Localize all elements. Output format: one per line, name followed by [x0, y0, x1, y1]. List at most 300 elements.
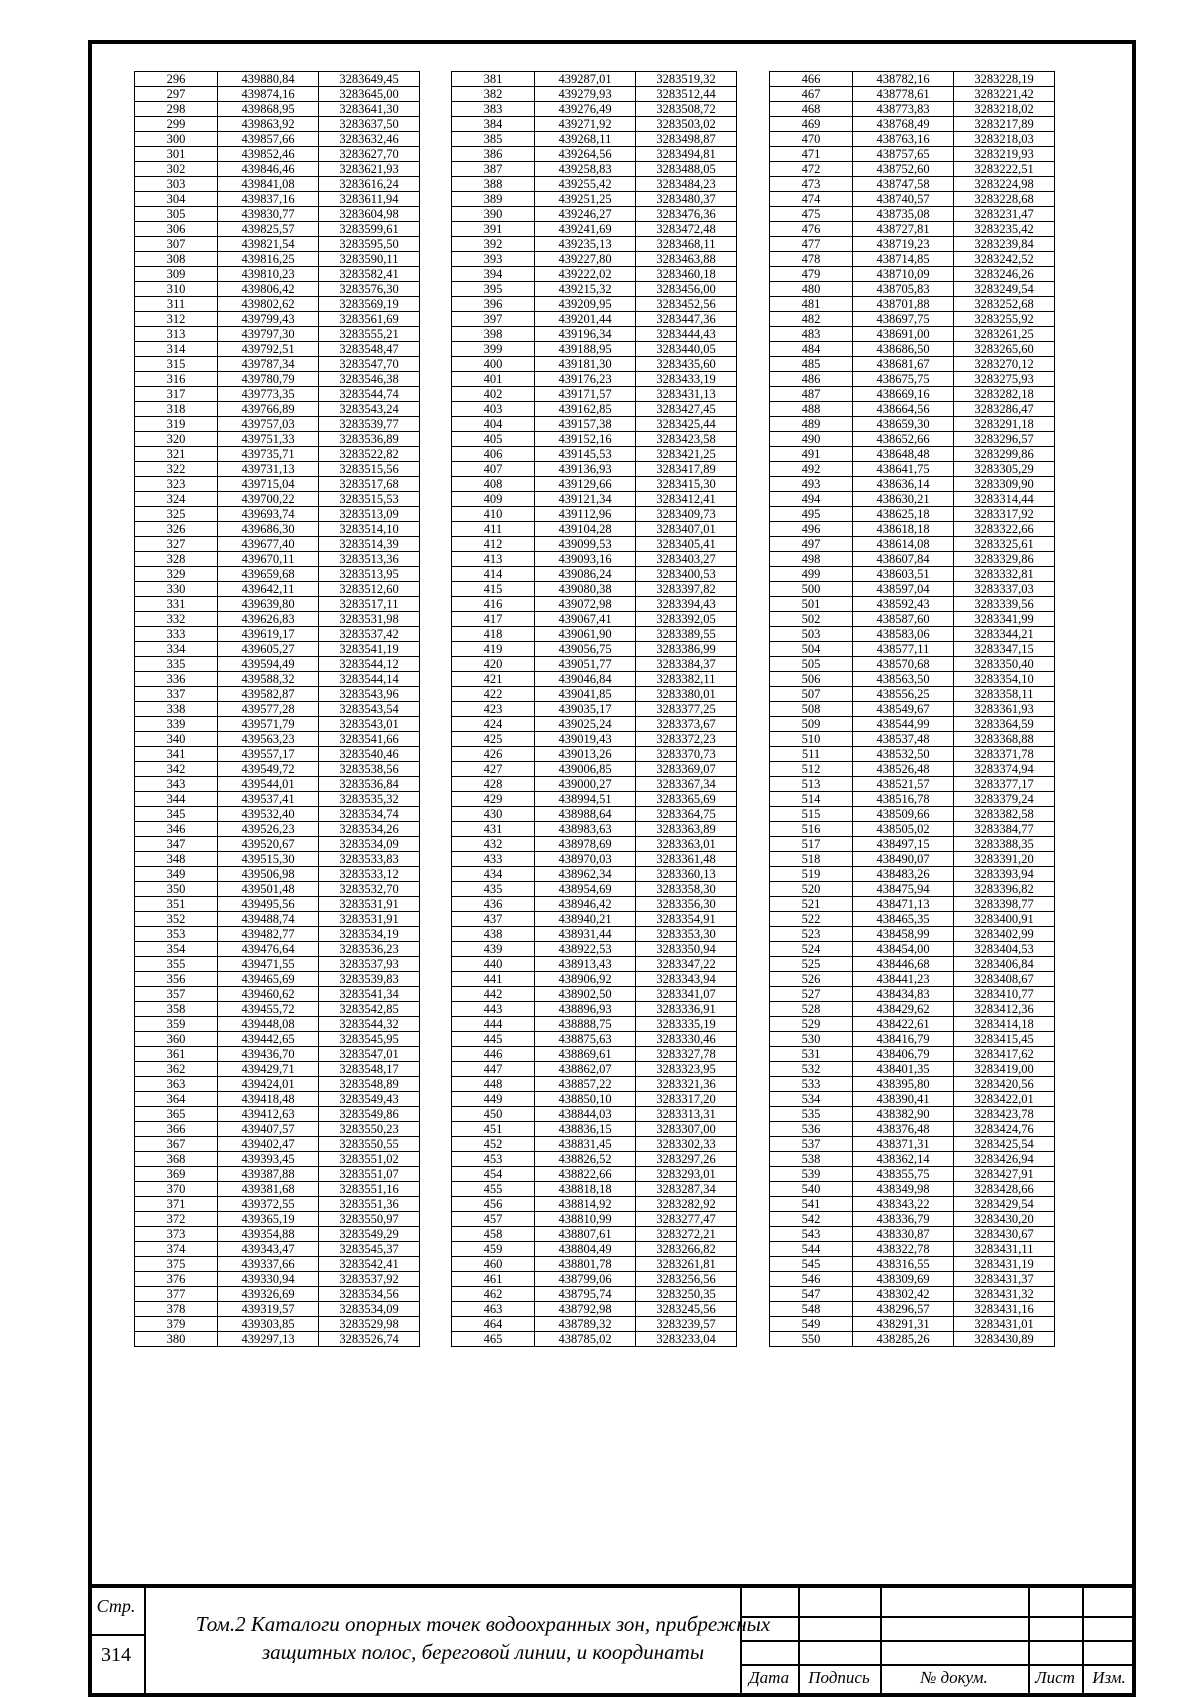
- table-row: [452, 1257, 737, 1272]
- table-row: [452, 267, 737, 282]
- table-row: [135, 852, 420, 867]
- point-number-cell: 332: [135, 612, 218, 627]
- table-row: [135, 1242, 420, 1257]
- point-number-cell: 445: [452, 1032, 535, 1047]
- y-coordinate-cell: 3283293,01: [636, 1167, 737, 1182]
- y-coordinate-cell: 3283431,19: [954, 1257, 1055, 1272]
- table-row: [770, 1287, 1055, 1302]
- table-row: [770, 1062, 1055, 1077]
- x-coordinate-cell: 438603,51: [853, 567, 954, 582]
- point-number-cell: 458: [452, 1227, 535, 1242]
- x-coordinate-cell: 439773,35: [218, 387, 319, 402]
- point-number-cell: 363: [135, 1077, 218, 1092]
- table-row: [770, 942, 1055, 957]
- x-coordinate-cell: 439626,83: [218, 612, 319, 627]
- y-coordinate-cell: 3283368,88: [954, 732, 1055, 747]
- x-coordinate-cell: 439297,13: [218, 1332, 319, 1347]
- point-number-cell: 543: [770, 1227, 853, 1242]
- table-row: [452, 957, 737, 972]
- x-coordinate-cell: 438549,67: [853, 702, 954, 717]
- table-row: [770, 1302, 1055, 1317]
- x-coordinate-cell: 439642,11: [218, 582, 319, 597]
- table-row: [770, 1077, 1055, 1092]
- point-number-cell: 420: [452, 657, 535, 672]
- x-coordinate-cell: 438648,48: [853, 447, 954, 462]
- x-coordinate-cell: 439176,23: [535, 372, 636, 387]
- point-number-cell: 533: [770, 1077, 853, 1092]
- y-coordinate-cell: 3283222,51: [954, 162, 1055, 177]
- point-number-cell: 408: [452, 477, 535, 492]
- y-coordinate-cell: 3283463,88: [636, 252, 737, 267]
- y-coordinate-cell: 3283431,13: [636, 387, 737, 402]
- point-number-cell: 308: [135, 252, 218, 267]
- x-coordinate-cell: 438371,31: [853, 1137, 954, 1152]
- table-row: [770, 582, 1055, 597]
- point-number-cell: 352: [135, 912, 218, 927]
- point-number-cell: 403: [452, 402, 535, 417]
- x-coordinate-cell: 439365,19: [218, 1212, 319, 1227]
- x-coordinate-cell: 438669,16: [853, 387, 954, 402]
- table-row: [452, 1182, 737, 1197]
- x-coordinate-cell: 439000,27: [535, 777, 636, 792]
- table-row: [135, 1152, 420, 1167]
- y-coordinate-cell: 3283539,83: [319, 972, 420, 987]
- table-row: [135, 222, 420, 237]
- table-row: [452, 207, 737, 222]
- y-coordinate-cell: 3283645,00: [319, 87, 420, 102]
- table-row: [770, 1257, 1055, 1272]
- point-number-cell: 341: [135, 747, 218, 762]
- table-row: [452, 1032, 737, 1047]
- x-coordinate-cell: 439255,42: [535, 177, 636, 192]
- x-coordinate-cell: 438390,41: [853, 1092, 954, 1107]
- x-coordinate-cell: 439099,53: [535, 537, 636, 552]
- x-coordinate-cell: 439792,51: [218, 342, 319, 357]
- point-number-cell: 364: [135, 1092, 218, 1107]
- x-coordinate-cell: 439659,68: [218, 567, 319, 582]
- y-coordinate-cell: 3283532,70: [319, 882, 420, 897]
- point-number-cell: 528: [770, 1002, 853, 1017]
- table-row: [135, 522, 420, 537]
- x-coordinate-cell: 439825,57: [218, 222, 319, 237]
- y-coordinate-cell: 3283407,01: [636, 522, 737, 537]
- point-number-cell: 394: [452, 267, 535, 282]
- y-coordinate-cell: 3283550,97: [319, 1212, 420, 1227]
- table-row: [135, 672, 420, 687]
- table-row: [452, 1017, 737, 1032]
- x-coordinate-cell: 439061,90: [535, 627, 636, 642]
- table-row: [452, 507, 737, 522]
- point-number-cell: 301: [135, 147, 218, 162]
- table-row: [770, 597, 1055, 612]
- x-coordinate-cell: 438785,02: [535, 1332, 636, 1347]
- table-row: [452, 87, 737, 102]
- x-coordinate-cell: 439506,98: [218, 867, 319, 882]
- table-row: [770, 702, 1055, 717]
- table-row: [452, 582, 737, 597]
- document-title-line-2: защитных полос, береговой линии, и координаты: [261, 1640, 705, 1664]
- table-row: [452, 672, 737, 687]
- table-row: [135, 597, 420, 612]
- point-number-cell: 506: [770, 672, 853, 687]
- table-row: [135, 462, 420, 477]
- table-row: [452, 147, 737, 162]
- x-coordinate-cell: 438675,75: [853, 372, 954, 387]
- x-coordinate-cell: 439639,80: [218, 597, 319, 612]
- table-row: [452, 117, 737, 132]
- table-row: [770, 162, 1055, 177]
- x-coordinate-cell: 438382,90: [853, 1107, 954, 1122]
- table-row: [135, 1227, 420, 1242]
- table-row: [770, 132, 1055, 147]
- x-coordinate-cell: 438309,69: [853, 1272, 954, 1287]
- y-coordinate-cell: 3283513,36: [319, 552, 420, 567]
- point-number-cell: 544: [770, 1242, 853, 1257]
- y-coordinate-cell: 3283537,93: [319, 957, 420, 972]
- table-row: [135, 192, 420, 207]
- point-number-cell: 350: [135, 882, 218, 897]
- point-number-cell: 540: [770, 1182, 853, 1197]
- table-row: [135, 702, 420, 717]
- table-row: [135, 207, 420, 222]
- x-coordinate-cell: 439121,34: [535, 492, 636, 507]
- x-coordinate-cell: 438850,10: [535, 1092, 636, 1107]
- point-number-cell: 524: [770, 942, 853, 957]
- table-row: [135, 1302, 420, 1317]
- point-number-cell: 333: [135, 627, 218, 642]
- y-coordinate-cell: 3283431,32: [954, 1287, 1055, 1302]
- point-number-cell: 398: [452, 327, 535, 342]
- y-coordinate-cell: 3283261,25: [954, 327, 1055, 342]
- y-coordinate-cell: 3283551,07: [319, 1167, 420, 1182]
- table-row: [770, 537, 1055, 552]
- y-coordinate-cell: 3283388,35: [954, 837, 1055, 852]
- y-coordinate-cell: 3283476,36: [636, 207, 737, 222]
- table-row: [452, 1287, 737, 1302]
- y-coordinate-cell: 3283219,93: [954, 147, 1055, 162]
- y-coordinate-cell: 3283231,47: [954, 207, 1055, 222]
- x-coordinate-cell: 439863,92: [218, 117, 319, 132]
- y-coordinate-cell: 3283398,77: [954, 897, 1055, 912]
- y-coordinate-cell: 3283435,60: [636, 357, 737, 372]
- x-coordinate-cell: 439874,16: [218, 87, 319, 102]
- y-coordinate-cell: 3283539,77: [319, 417, 420, 432]
- y-coordinate-cell: 3283517,11: [319, 597, 420, 612]
- point-number-cell: 535: [770, 1107, 853, 1122]
- point-number-cell: 522: [770, 912, 853, 927]
- table-row: [452, 192, 737, 207]
- table-row: [770, 552, 1055, 567]
- x-coordinate-cell: 438544,99: [853, 717, 954, 732]
- point-number-cell: 490: [770, 432, 853, 447]
- point-number-cell: 361: [135, 1047, 218, 1062]
- y-coordinate-cell: 3283410,77: [954, 987, 1055, 1002]
- point-number-cell: 472: [770, 162, 853, 177]
- y-coordinate-cell: 3283433,19: [636, 372, 737, 387]
- x-coordinate-cell: 438490,07: [853, 852, 954, 867]
- table-row: [135, 387, 420, 402]
- y-coordinate-cell: 3283374,94: [954, 762, 1055, 777]
- table-row: [452, 162, 737, 177]
- table-row: [452, 432, 737, 447]
- point-number-cell: 539: [770, 1167, 853, 1182]
- x-coordinate-cell: 438782,16: [853, 72, 954, 87]
- table-row: [770, 672, 1055, 687]
- table-row: [135, 432, 420, 447]
- y-coordinate-cell: 3283534,56: [319, 1287, 420, 1302]
- x-coordinate-cell: 438792,98: [535, 1302, 636, 1317]
- table-row: [135, 177, 420, 192]
- x-coordinate-cell: 438395,80: [853, 1077, 954, 1092]
- point-number-cell: 371: [135, 1197, 218, 1212]
- table-row: [770, 852, 1055, 867]
- x-coordinate-cell: 439264,56: [535, 147, 636, 162]
- point-number-cell: 412: [452, 537, 535, 552]
- y-coordinate-cell: 3283542,85: [319, 1002, 420, 1017]
- point-number-cell: 399: [452, 342, 535, 357]
- y-coordinate-cell: 3283508,72: [636, 102, 737, 117]
- y-coordinate-cell: 3283494,81: [636, 147, 737, 162]
- x-coordinate-cell: 438483,26: [853, 867, 954, 882]
- table-row: [452, 402, 737, 417]
- point-number-cell: 505: [770, 657, 853, 672]
- table-row: [135, 567, 420, 582]
- y-coordinate-cell: 3283541,66: [319, 732, 420, 747]
- table-row: [770, 972, 1055, 987]
- y-coordinate-cell: 3283538,56: [319, 762, 420, 777]
- y-coordinate-cell: 3283246,26: [954, 267, 1055, 282]
- point-number-cell: 436: [452, 897, 535, 912]
- y-coordinate-cell: 3283543,54: [319, 702, 420, 717]
- x-coordinate-cell: 438810,99: [535, 1212, 636, 1227]
- table-row: [452, 867, 737, 882]
- table-row: [770, 417, 1055, 432]
- y-coordinate-cell: 3283425,54: [954, 1137, 1055, 1152]
- x-coordinate-cell: 439046,84: [535, 672, 636, 687]
- table-row: [135, 792, 420, 807]
- x-coordinate-cell: 439619,17: [218, 627, 319, 642]
- x-coordinate-cell: 438752,60: [853, 162, 954, 177]
- document-title-line-1: Том.2 Каталоги опорных точек водоохранных зон, прибрежных: [195, 1612, 771, 1636]
- y-coordinate-cell: 3283419,00: [954, 1062, 1055, 1077]
- x-coordinate-cell: 438592,43: [853, 597, 954, 612]
- point-number-cell: 416: [452, 597, 535, 612]
- table-row: [135, 972, 420, 987]
- y-coordinate-cell: 3283546,38: [319, 372, 420, 387]
- table-row: [770, 657, 1055, 672]
- point-number-cell: 312: [135, 312, 218, 327]
- x-coordinate-cell: 439471,55: [218, 957, 319, 972]
- y-coordinate-cell: 3283544,12: [319, 657, 420, 672]
- point-number-cell: 349: [135, 867, 218, 882]
- x-coordinate-cell: 439412,63: [218, 1107, 319, 1122]
- y-coordinate-cell: 3283358,30: [636, 882, 737, 897]
- point-number-cell: 353: [135, 927, 218, 942]
- y-coordinate-cell: 3283444,43: [636, 327, 737, 342]
- x-coordinate-cell: 439246,27: [535, 207, 636, 222]
- y-coordinate-cell: 3283452,56: [636, 297, 737, 312]
- y-coordinate-cell: 3283540,46: [319, 747, 420, 762]
- x-coordinate-cell: 439582,87: [218, 687, 319, 702]
- y-coordinate-cell: 3283354,91: [636, 912, 737, 927]
- point-number-cell: 531: [770, 1047, 853, 1062]
- x-coordinate-cell: 438844,03: [535, 1107, 636, 1122]
- x-coordinate-cell: 439326,69: [218, 1287, 319, 1302]
- y-coordinate-cell: 3283576,30: [319, 282, 420, 297]
- table-row: [770, 177, 1055, 192]
- point-number-cell: 331: [135, 597, 218, 612]
- point-number-cell: 424: [452, 717, 535, 732]
- table-row: [452, 297, 737, 312]
- point-number-cell: 494: [770, 492, 853, 507]
- point-number-cell: 390: [452, 207, 535, 222]
- table-row: [770, 267, 1055, 282]
- point-number-cell: 306: [135, 222, 218, 237]
- y-coordinate-cell: 3283512,60: [319, 582, 420, 597]
- x-coordinate-cell: 439880,84: [218, 72, 319, 87]
- table-row: [770, 477, 1055, 492]
- y-coordinate-cell: 3283228,19: [954, 72, 1055, 87]
- table-row: [770, 402, 1055, 417]
- y-coordinate-cell: 3283255,92: [954, 312, 1055, 327]
- y-coordinate-cell: 3283361,48: [636, 852, 737, 867]
- x-coordinate-cell: 438954,69: [535, 882, 636, 897]
- table-row: [770, 327, 1055, 342]
- point-number-cell: 357: [135, 987, 218, 1002]
- y-coordinate-cell: 3283256,56: [636, 1272, 737, 1287]
- x-coordinate-cell: 438296,57: [853, 1302, 954, 1317]
- table-row: [770, 222, 1055, 237]
- x-coordinate-cell: 438757,65: [853, 147, 954, 162]
- x-coordinate-cell: 439821,54: [218, 237, 319, 252]
- table-row: [770, 567, 1055, 582]
- x-coordinate-cell: 438641,75: [853, 462, 954, 477]
- point-number-cell: 342: [135, 762, 218, 777]
- table-row: [135, 117, 420, 132]
- x-coordinate-cell: 438343,22: [853, 1197, 954, 1212]
- x-coordinate-cell: 438789,32: [535, 1317, 636, 1332]
- table-row: [452, 972, 737, 987]
- table-row: [135, 822, 420, 837]
- x-coordinate-cell: 438978,69: [535, 837, 636, 852]
- x-coordinate-cell: 438316,55: [853, 1257, 954, 1272]
- x-coordinate-cell: 438355,75: [853, 1167, 954, 1182]
- x-coordinate-cell: 439112,96: [535, 507, 636, 522]
- y-coordinate-cell: 3283382,58: [954, 807, 1055, 822]
- x-coordinate-cell: 438330,87: [853, 1227, 954, 1242]
- table-row: [770, 387, 1055, 402]
- table-row: [135, 477, 420, 492]
- table-row: [135, 1272, 420, 1287]
- y-coordinate-cell: 3283282,18: [954, 387, 1055, 402]
- table-row: [452, 657, 737, 672]
- y-coordinate-cell: 3283373,67: [636, 717, 737, 732]
- x-coordinate-cell: 439006,85: [535, 762, 636, 777]
- point-number-cell: 501: [770, 597, 853, 612]
- y-coordinate-cell: 3283309,90: [954, 477, 1055, 492]
- y-coordinate-cell: 3283468,11: [636, 237, 737, 252]
- change-label: Изм.: [1092, 1668, 1126, 1687]
- table-row: [452, 567, 737, 582]
- table-row: [770, 1197, 1055, 1212]
- point-number-cell: 503: [770, 627, 853, 642]
- table-row: [452, 762, 737, 777]
- x-coordinate-cell: 439799,43: [218, 312, 319, 327]
- point-number-cell: 491: [770, 447, 853, 462]
- x-coordinate-cell: 438526,48: [853, 762, 954, 777]
- x-coordinate-cell: 438691,00: [853, 327, 954, 342]
- y-coordinate-cell: 3283408,67: [954, 972, 1055, 987]
- x-coordinate-cell: 439465,69: [218, 972, 319, 987]
- table-row: [452, 1302, 737, 1317]
- x-coordinate-cell: 439693,74: [218, 507, 319, 522]
- point-number-cell: 444: [452, 1017, 535, 1032]
- x-coordinate-cell: 438902,50: [535, 987, 636, 1002]
- y-coordinate-cell: 3283277,47: [636, 1212, 737, 1227]
- table-row: [770, 1152, 1055, 1167]
- y-coordinate-cell: 3283350,94: [636, 942, 737, 957]
- point-number-cell: 525: [770, 957, 853, 972]
- table-row: [452, 807, 737, 822]
- point-number-cell: 454: [452, 1167, 535, 1182]
- table-row: [452, 792, 737, 807]
- x-coordinate-cell: 439455,72: [218, 1002, 319, 1017]
- point-number-cell: 325: [135, 507, 218, 522]
- point-number-cell: 354: [135, 942, 218, 957]
- y-coordinate-cell: 3283424,76: [954, 1122, 1055, 1137]
- y-coordinate-cell: 3283513,95: [319, 567, 420, 582]
- table-row: [452, 837, 737, 852]
- point-number-cell: 317: [135, 387, 218, 402]
- point-number-cell: 334: [135, 642, 218, 657]
- point-number-cell: 421: [452, 672, 535, 687]
- x-coordinate-cell: 439145,53: [535, 447, 636, 462]
- x-coordinate-cell: 439041,85: [535, 687, 636, 702]
- x-coordinate-cell: 438465,35: [853, 912, 954, 927]
- table-row: [452, 72, 737, 87]
- table-row: [452, 1227, 737, 1242]
- point-number-cell: 453: [452, 1152, 535, 1167]
- table-row: [452, 1167, 737, 1182]
- point-number-cell: 316: [135, 372, 218, 387]
- table-row: [452, 1002, 737, 1017]
- y-coordinate-cell: 3283380,01: [636, 687, 737, 702]
- point-number-cell: 517: [770, 837, 853, 852]
- y-coordinate-cell: 3283551,16: [319, 1182, 420, 1197]
- point-number-cell: 379: [135, 1317, 218, 1332]
- x-coordinate-cell: 439330,94: [218, 1272, 319, 1287]
- point-number-cell: 511: [770, 747, 853, 762]
- y-coordinate-cell: 3283542,41: [319, 1257, 420, 1272]
- point-number-cell: 304: [135, 192, 218, 207]
- point-number-cell: 372: [135, 1212, 218, 1227]
- table-row: [770, 1092, 1055, 1107]
- point-number-cell: 407: [452, 462, 535, 477]
- point-number-cell: 391: [452, 222, 535, 237]
- y-coordinate-cell: 3283350,40: [954, 657, 1055, 672]
- y-coordinate-cell: 3283291,18: [954, 417, 1055, 432]
- y-coordinate-cell: 3283531,91: [319, 897, 420, 912]
- table-row: [770, 717, 1055, 732]
- table-row: [135, 807, 420, 822]
- point-number-cell: 355: [135, 957, 218, 972]
- y-coordinate-cell: 3283472,48: [636, 222, 737, 237]
- y-coordinate-cell: 3283512,44: [636, 87, 737, 102]
- y-coordinate-cell: 3283400,91: [954, 912, 1055, 927]
- x-coordinate-cell: 438349,98: [853, 1182, 954, 1197]
- table-row: [135, 1107, 420, 1122]
- x-coordinate-cell: 439104,28: [535, 522, 636, 537]
